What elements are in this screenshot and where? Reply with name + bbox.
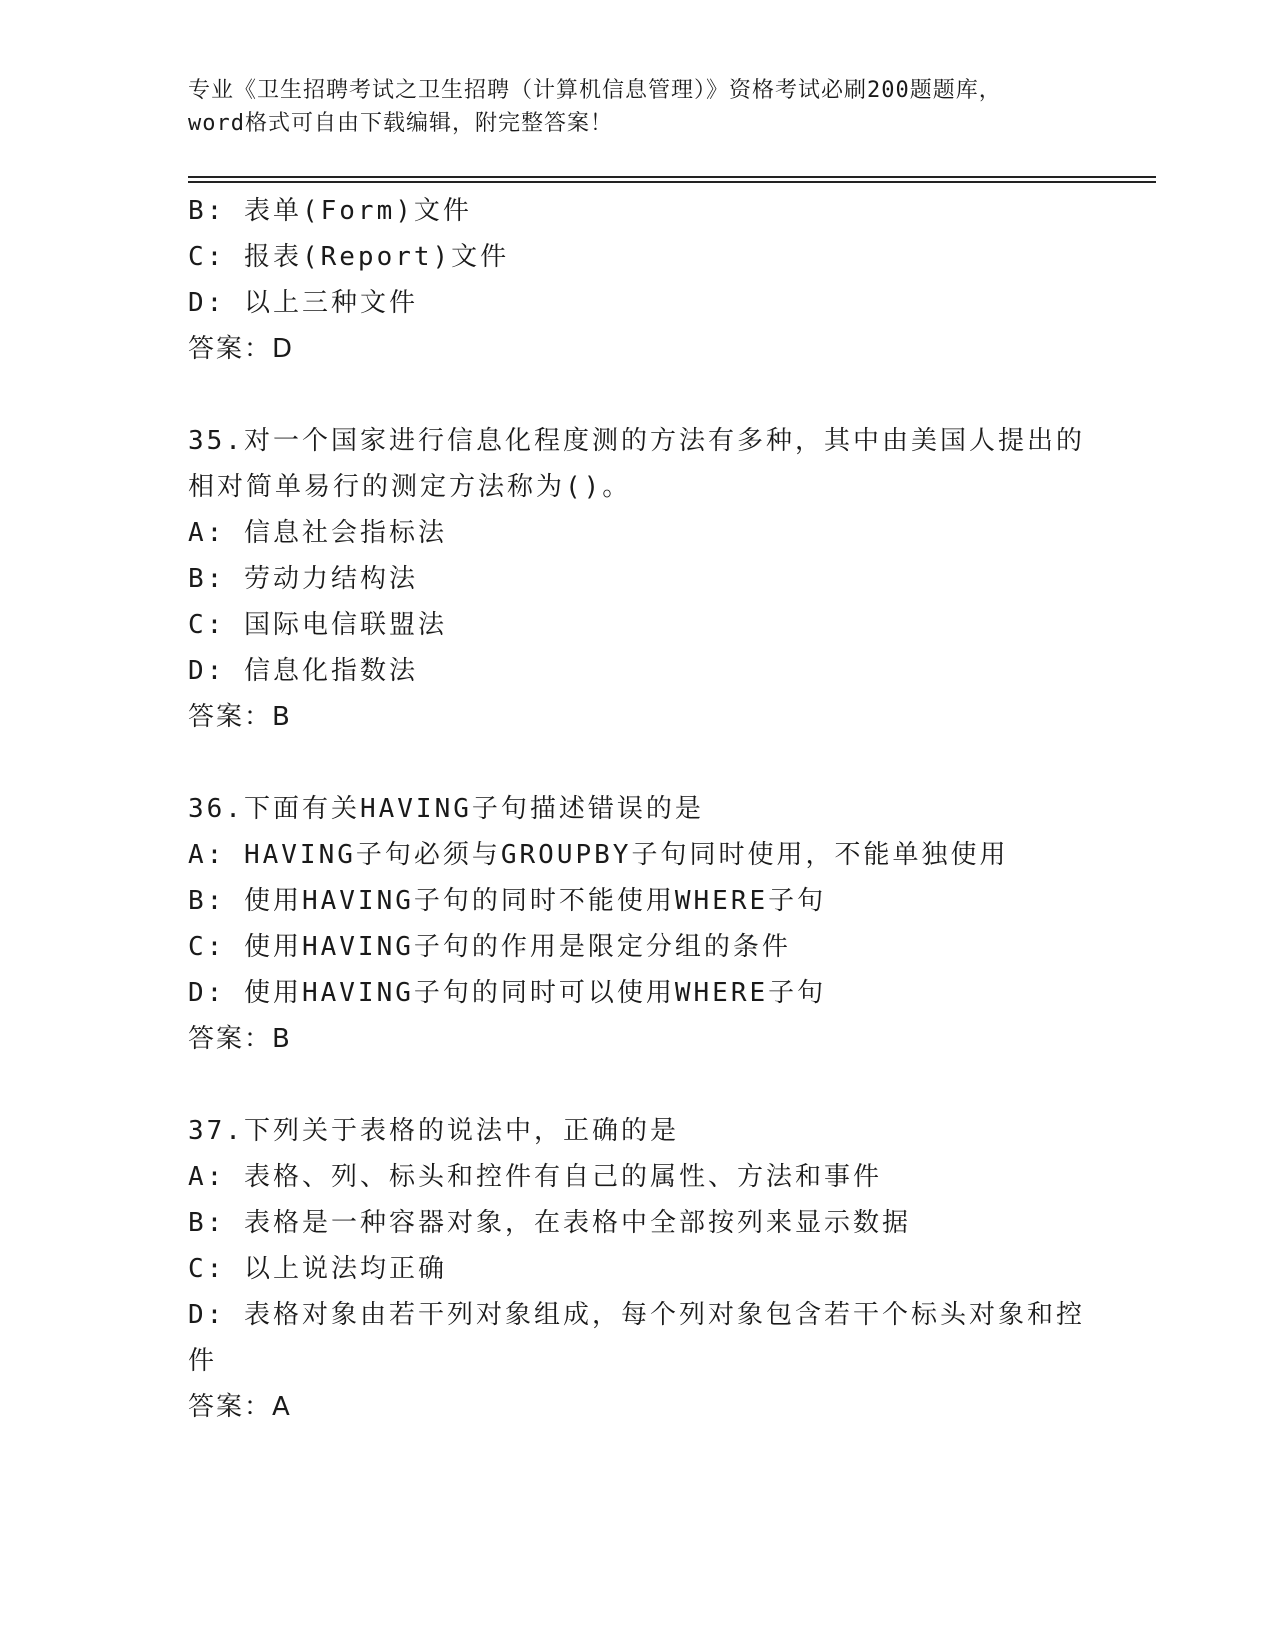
option-a: A: 表格、列、标头和控件有自己的属性、方法和事件 — [188, 1162, 882, 1192]
question-37 — [188, 1108, 1088, 1430]
document-header — [188, 74, 1088, 140]
option-d: D: 以上三种文件 — [188, 288, 418, 318]
question-stem: 36.下面有关HAVING子句描述错误的是 — [188, 794, 704, 824]
option-d: D: 表格对象由若干列对象组成，每个列对象包含若干个标头对象和控 — [188, 1300, 1085, 1330]
option-b: B: 使用HAVING子句的同时不能使用WHERE子句 — [188, 886, 827, 916]
option-a: A: HAVING子句必须与GROUPBY子句同时使用，不能单独使用 — [188, 840, 1009, 870]
question-stem: 35.对一个国家进行信息化程度测的方法有多种，其中由美国人提出的 — [188, 426, 1085, 456]
question-stem-cont: 相对简单易行的测定方法称为()。 — [188, 472, 632, 502]
option-d: D: 使用HAVING子句的同时可以使用WHERE子句 — [188, 978, 827, 1008]
option-b: B: 劳动力结构法 — [188, 564, 418, 594]
header-rule-bottom — [188, 181, 1156, 183]
answer: 答案：B — [188, 1024, 292, 1054]
option-c: C: 以上说法均正确 — [188, 1254, 447, 1284]
option-c: C: 国际电信联盟法 — [188, 610, 447, 640]
header-line-2: word格式可自由下载编辑，附完整答案！ — [188, 111, 613, 136]
spacer — [188, 740, 1088, 786]
spacer — [188, 1062, 1088, 1108]
option-b: B: 表单(Form)文件 — [188, 196, 472, 226]
answer: 答案：D — [188, 334, 295, 364]
answer: 答案：A — [188, 1392, 292, 1422]
question-stem: 37.下列关于表格的说法中，正确的是 — [188, 1116, 679, 1146]
spacer — [188, 372, 1088, 418]
question-34-tail — [188, 188, 1088, 372]
question-36 — [188, 786, 1088, 1062]
option-d: D: 信息化指数法 — [188, 656, 418, 686]
question-35 — [188, 418, 1088, 740]
header-line-1: 专业《卫生招聘考试之卫生招聘（计算机信息管理）》资格考试必刷200题题库， — [188, 78, 1002, 103]
option-d-cont: 件 — [188, 1346, 218, 1376]
answer: 答案：B — [188, 702, 292, 732]
option-c: C: 报表(Report)文件 — [188, 242, 510, 272]
header-rule-top — [188, 176, 1156, 178]
document-body — [188, 188, 1088, 1430]
option-c: C: 使用HAVING子句的作用是限定分组的条件 — [188, 932, 791, 962]
option-a: A: 信息社会指标法 — [188, 518, 447, 548]
option-b: B: 表格是一种容器对象，在表格中全部按列来显示数据 — [188, 1208, 911, 1238]
